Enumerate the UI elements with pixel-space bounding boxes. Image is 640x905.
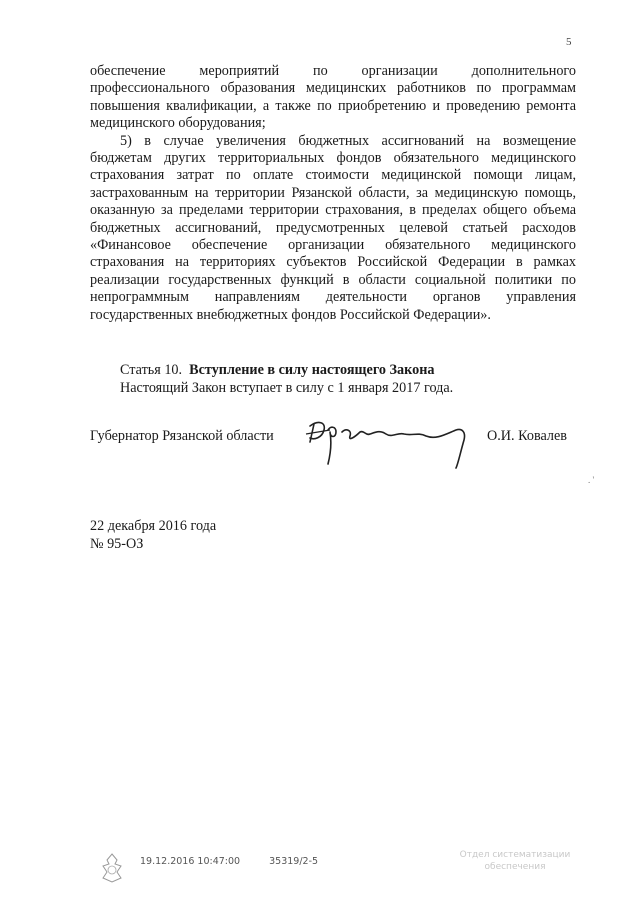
handwritten-signature — [300, 412, 480, 470]
paragraph-item-5: 5) в случае увеличения бюджетных ассигнований на возмещение бюджетам других территориальных фондов обязательного медицинского страхования затрат по оплате стоимости медицинской помощи лицам, застрахованным на территории Рязанской области, за медицинскую помощь, оказанную за пределами территории страхования, в пределах общего объема бюджетных ассигнований, предусмотренных целевой статьей расходов «Финансовое обеспечение организации обязательного медицинского страхования на территориях субъектов Российской Федерации в рамках реализации государственных функций в области социальной политики по непрограммным направлениям деятельности органов управления государственных внебюджетных фондов Российской Федерации». — [90, 132, 576, 323]
coat-of-arms-icon — [95, 852, 129, 884]
scan-mark: . ' — [588, 475, 595, 485]
date-block — [90, 518, 216, 553]
watermark-stamp — [440, 849, 590, 873]
article-heading — [120, 361, 580, 379]
law-number: № 95-ОЗ — [90, 535, 144, 552]
paragraph-continuation: обеспечение мероприятий по организации дополнительного профессионального образования медицинских работников по программам повышения квалификации, а также по приобретению и проведению ремонта медицинского оборудования; — [90, 63, 576, 132]
footer-info — [140, 856, 344, 867]
article-text: Настоящий Закон вступает в силу с 1 января 2017 года. — [120, 380, 454, 396]
signing-date: 22 декабря 2016 года — [90, 518, 217, 534]
watermark-line-2: обеспечения — [484, 862, 546, 872]
footer-timestamp: 19.12.2016 10:47:00 — [140, 856, 241, 867]
governor-title: Губернатор Рязанской области — [90, 428, 274, 444]
article-number: Статья 10. — [120, 362, 183, 378]
page-number: 5 — [566, 36, 572, 48]
governor-name: О.И. Ковалев — [487, 428, 567, 444]
footer-doc-code: 35319/2-5 — [269, 856, 319, 867]
watermark-line-1: Отдел систематизации — [459, 850, 571, 860]
article-title: Вступление в силу настоящего Закона — [189, 362, 435, 378]
document-body — [90, 63, 576, 324]
article-10 — [120, 361, 580, 397]
